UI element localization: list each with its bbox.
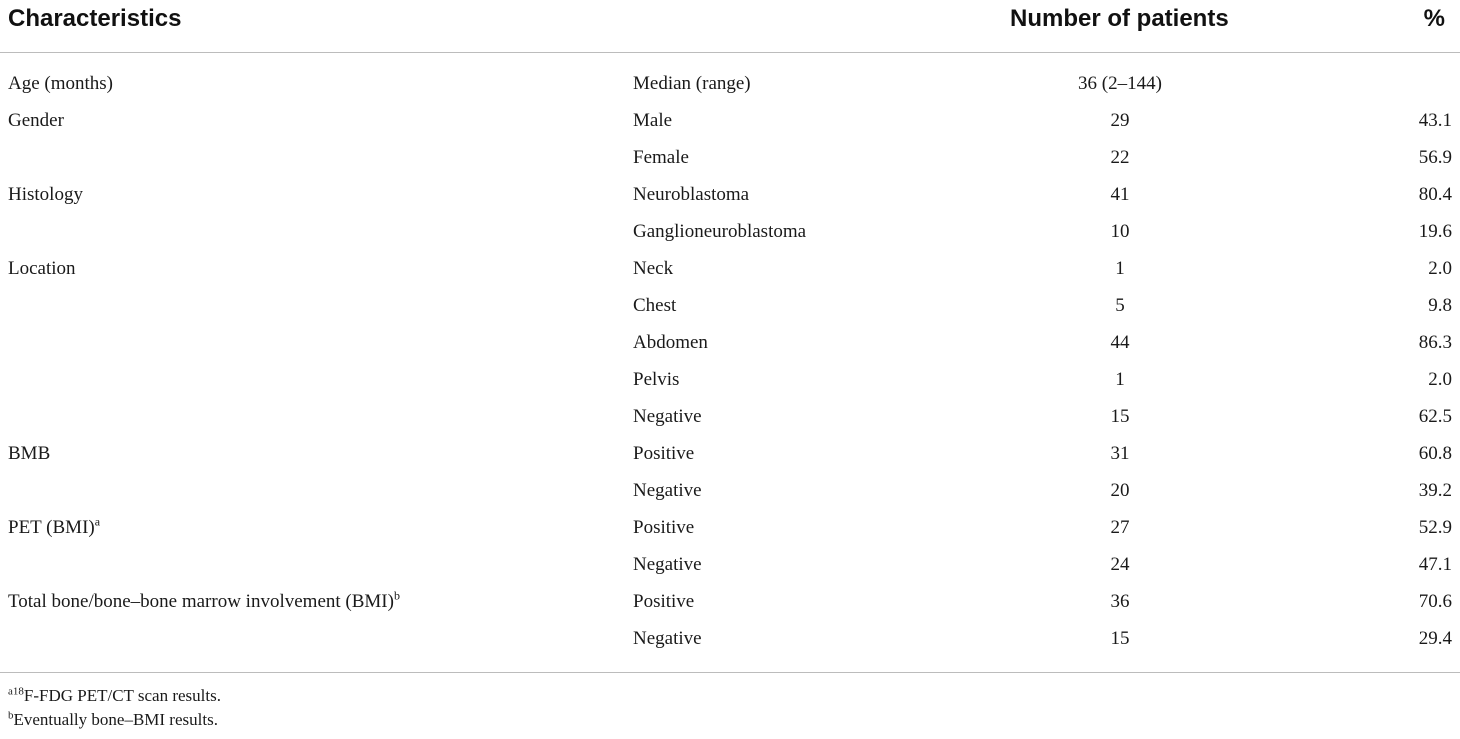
row-number: 22 <box>1110 147 1130 168</box>
row-characteristic: Total bone/bone–bone marrow involvement (BMI)$^b$ <box>8 588 400 612</box>
row-category: Ganglioneuroblastoma <box>633 221 807 242</box>
row-number: 36 (2–144) <box>1078 73 1162 94</box>
row-category: Chest <box>633 295 677 316</box>
row-characteristic: Histology <box>8 184 83 205</box>
row-category: Positive <box>633 517 695 538</box>
row-percent: 52.9 <box>1418 517 1452 538</box>
row-percent: 43.1 <box>1418 110 1452 131</box>
row-percent: 39.2 <box>1418 480 1452 501</box>
row-percent: 86.3 <box>1418 332 1452 353</box>
row-number: 44 <box>1110 332 1130 353</box>
row-number: 15 <box>1110 628 1130 649</box>
row-category: Negative <box>633 554 702 575</box>
row-category: Neuroblastoma <box>633 184 750 205</box>
row-number: 29 <box>1110 110 1130 131</box>
row-category: Negative <box>633 406 702 427</box>
row-category: Median (range) <box>633 73 751 94</box>
row-number: 5 <box>1115 295 1125 316</box>
header-number-of-patients: Number of patients <box>1010 5 1229 32</box>
header-characteristics: Characteristics <box>8 5 182 32</box>
row-characteristic: PET (BMI)$^a$ <box>8 514 101 538</box>
row-percent: 62.5 <box>1418 406 1452 427</box>
row-characteristic: Age (months) <box>8 73 114 94</box>
row-number: 27 <box>1110 517 1130 538</box>
row-percent: 19.6 <box>1418 221 1452 242</box>
footnote-a: $^{a18}$F-FDG PET/CT scan results. <box>8 685 221 705</box>
row-percent: 70.6 <box>1418 591 1452 612</box>
row-percent: 80.4 <box>1418 184 1452 205</box>
row-percent: 56.9 <box>1418 147 1452 168</box>
footnote-b: $^b$Eventually bone–BMI results. <box>8 709 218 729</box>
row-number: 24 <box>1110 554 1130 575</box>
row-category: Male <box>633 110 673 131</box>
row-number: 41 <box>1110 184 1130 205</box>
row-number: 10 <box>1110 221 1130 242</box>
row-number: 1 <box>1115 258 1125 279</box>
top-rule <box>0 52 1460 53</box>
row-percent: 9.8 <box>1428 295 1452 316</box>
row-number: 20 <box>1110 480 1130 501</box>
row-category: Positive <box>633 443 695 464</box>
footnote-marker: b <box>393 588 400 603</box>
row-category: Female <box>633 147 689 168</box>
row-percent: 2.0 <box>1428 369 1452 390</box>
row-characteristic: Location <box>8 258 76 279</box>
row-category: Negative <box>633 628 702 649</box>
row-category: Abdomen <box>633 332 708 353</box>
row-percent: 2.0 <box>1428 258 1452 279</box>
row-characteristic: Gender <box>8 110 64 131</box>
row-percent: 29.4 <box>1418 628 1452 649</box>
row-category: Negative <box>633 480 702 501</box>
row-number: 36 <box>1110 591 1130 612</box>
row-number: 1 <box>1115 369 1125 390</box>
row-number: 31 <box>1110 443 1130 464</box>
row-characteristic: BMB <box>8 443 51 464</box>
bottom-rule <box>0 672 1460 673</box>
row-percent: 60.8 <box>1418 443 1452 464</box>
row-category: Positive <box>633 591 695 612</box>
row-category: Pelvis <box>633 369 680 390</box>
row-number: 15 <box>1110 406 1130 427</box>
footnote-marker: a <box>94 514 101 529</box>
row-percent: 47.1 <box>1418 554 1452 575</box>
header-percent: % <box>1423 5 1445 32</box>
row-category: Neck <box>633 258 674 279</box>
